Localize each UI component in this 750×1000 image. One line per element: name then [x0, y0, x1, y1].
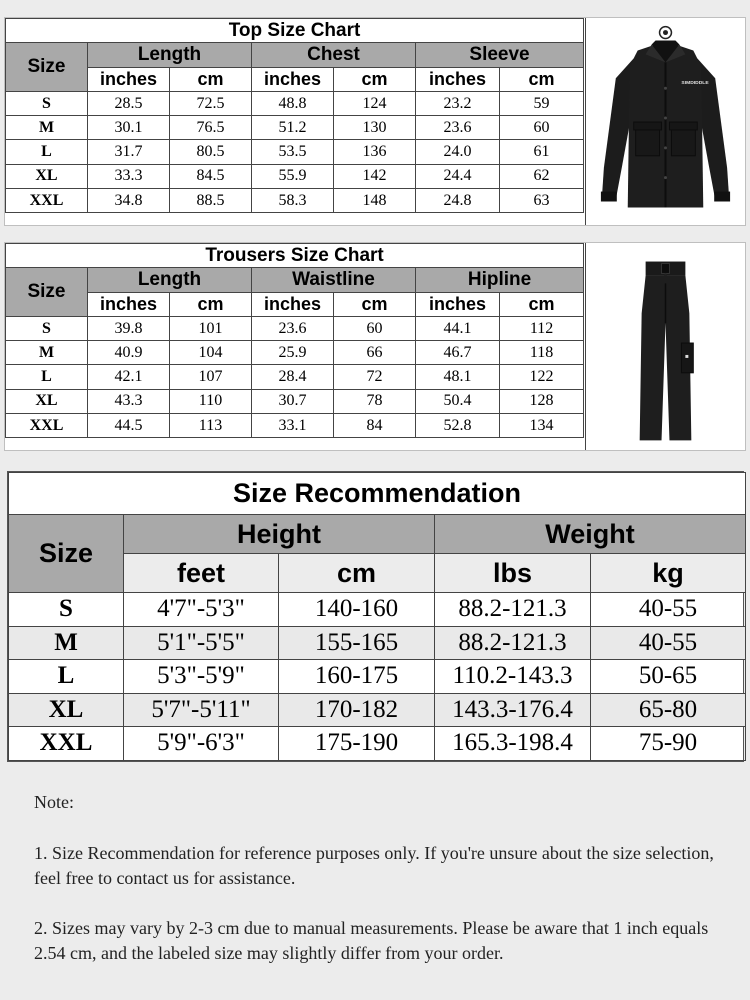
table-cell: 140-160: [279, 593, 435, 627]
table-cell: 40-55: [591, 626, 746, 660]
table-cell: 25.9: [252, 341, 334, 365]
table-cell: 142: [334, 164, 416, 188]
table-row: [6, 341, 584, 365]
table-cell: 28.4: [252, 365, 334, 389]
note-item: 1. Size Recommendation for reference purposes only. If you're unsure about the size selection, feel free to contact us for assistance.: [34, 843, 714, 888]
size-header: Size: [6, 43, 88, 92]
table-cell: 5'7"-5'11": [124, 693, 279, 727]
shirt-print-text: SIMDIDDLE: [681, 81, 709, 87]
black-cargo-trousers-icon: [586, 243, 745, 450]
table-cell: 72: [334, 365, 416, 389]
table-cell: 40.9: [88, 341, 170, 365]
table-cell: 170-182: [279, 693, 435, 727]
group-header-chest: Chest: [252, 43, 416, 67]
top-size-table: [5, 18, 584, 213]
table-cell: 62: [500, 164, 584, 188]
table-cell: 46.7: [416, 341, 500, 365]
table-cell: 160-175: [279, 660, 435, 694]
size-recommendation-panel: [7, 471, 744, 762]
table-cell: 23.6: [416, 116, 500, 140]
unit-header: feet: [124, 554, 279, 593]
table-cell: 44.5: [88, 414, 170, 438]
table-cell: 78: [334, 389, 416, 413]
group-header-waistline: Waistline: [252, 268, 416, 292]
table-cell: 65-80: [591, 693, 746, 727]
table-cell: 28.5: [88, 91, 170, 115]
group-header-length: Length: [88, 43, 252, 67]
unit-header: inches: [252, 292, 334, 316]
table-cell: 51.2: [252, 116, 334, 140]
size-label: S: [6, 316, 88, 340]
unit-header: cm: [170, 67, 252, 91]
size-label: L: [6, 365, 88, 389]
trousers-size-table: [5, 243, 584, 438]
table-row: [6, 164, 584, 188]
table-cell: 24.8: [416, 189, 500, 213]
group-header-height: Height: [124, 515, 435, 554]
table-cell: 60: [500, 116, 584, 140]
unit-header: cm: [334, 67, 416, 91]
trousers-size-chart-panel: [4, 242, 746, 451]
table-cell: 63: [500, 189, 584, 213]
table-row: [6, 316, 584, 340]
table-cell: 24.0: [416, 140, 500, 164]
size-label: L: [9, 660, 124, 694]
table-cell: 148: [334, 189, 416, 213]
table-cell: 5'3"-5'9": [124, 660, 279, 694]
top-chart-rows: [6, 91, 584, 212]
table-cell: 55.9: [252, 164, 334, 188]
table-cell: 48.8: [252, 91, 334, 115]
unit-header: inches: [88, 292, 170, 316]
note-item: 2. Sizes may vary by 2-3 cm due to manual measurements. Please be aware that 1 inch equals 2.54 cm, and the labeled size may slightly differ from your order.: [34, 918, 709, 963]
table-cell: 59: [500, 91, 584, 115]
table-cell: 4'7"-5'3": [124, 593, 279, 627]
size-header: Size: [6, 268, 88, 317]
size-label: M: [9, 626, 124, 660]
table-cell: 130: [334, 116, 416, 140]
table-cell: 33.1: [252, 414, 334, 438]
trousers-photo: [585, 243, 745, 450]
table-cell: 34.8: [88, 189, 170, 213]
group-header-length: Length: [88, 268, 252, 292]
table-cell: 43.3: [88, 389, 170, 413]
unit-header: inches: [88, 67, 170, 91]
unit-header: kg: [591, 554, 746, 593]
unit-header: cm: [500, 292, 584, 316]
table-cell: 88.2-121.3: [435, 626, 591, 660]
size-label: M: [6, 116, 88, 140]
table-cell: 124: [334, 91, 416, 115]
table-cell: 66: [334, 341, 416, 365]
top-chart-title: Top Size Chart: [6, 19, 584, 43]
table-cell: 50.4: [416, 389, 500, 413]
table-cell: 76.5: [170, 116, 252, 140]
table-cell: 61: [500, 140, 584, 164]
trousers-chart-rows: [6, 316, 584, 437]
size-label: S: [6, 91, 88, 115]
size-header: Size: [9, 515, 124, 593]
table-cell: 175-190: [279, 727, 435, 761]
table-cell: 5'1"-5'5": [124, 626, 279, 660]
size-label: XL: [6, 164, 88, 188]
table-cell: 33.3: [88, 164, 170, 188]
table-row: [9, 727, 746, 761]
size-label: M: [6, 341, 88, 365]
size-label: XL: [9, 693, 124, 727]
table-cell: 165.3-198.4: [435, 727, 591, 761]
size-label: XL: [6, 389, 88, 413]
table-cell: 40-55: [591, 593, 746, 627]
table-cell: 39.8: [88, 316, 170, 340]
unit-header: cm: [500, 67, 584, 91]
table-cell: 122: [500, 365, 584, 389]
table-cell: 50-65: [591, 660, 746, 694]
size-label: L: [6, 140, 88, 164]
table-row: [9, 626, 746, 660]
unit-header: inches: [416, 67, 500, 91]
table-cell: 134: [500, 414, 584, 438]
table-row: [9, 693, 746, 727]
table-row: [6, 91, 584, 115]
unit-header: lbs: [435, 554, 591, 593]
table-row: [6, 389, 584, 413]
group-header-hipline: Hipline: [416, 268, 584, 292]
table-row: [9, 660, 746, 694]
table-cell: 31.7: [88, 140, 170, 164]
table-cell: 44.1: [416, 316, 500, 340]
table-row: [9, 593, 746, 627]
black-shirt-jacket-icon: [586, 18, 745, 225]
table-cell: 42.1: [88, 365, 170, 389]
table-cell: 101: [170, 316, 252, 340]
unit-header: cm: [334, 292, 416, 316]
table-cell: 23.2: [416, 91, 500, 115]
table-cell: 155-165: [279, 626, 435, 660]
table-cell: 53.5: [252, 140, 334, 164]
recommendation-rows: [9, 593, 746, 761]
table-cell: 24.4: [416, 164, 500, 188]
unit-header: cm: [170, 292, 252, 316]
size-label: XXL: [6, 414, 88, 438]
table-cell: 48.1: [416, 365, 500, 389]
table-cell: 110.2-143.3: [435, 660, 591, 694]
unit-header: inches: [416, 292, 500, 316]
table-row: [6, 365, 584, 389]
unit-header: inches: [252, 67, 334, 91]
table-cell: 52.8: [416, 414, 500, 438]
table-cell: 118: [500, 341, 584, 365]
table-cell: 72.5: [170, 91, 252, 115]
table-cell: 60: [334, 316, 416, 340]
top-size-chart-panel: [4, 17, 746, 226]
table-cell: 30.7: [252, 389, 334, 413]
table-cell: 110: [170, 389, 252, 413]
size-label: XXL: [6, 189, 88, 213]
group-header-sleeve: Sleeve: [416, 43, 584, 67]
size-label: XXL: [9, 727, 124, 761]
table-cell: 88.5: [170, 189, 252, 213]
table-cell: 104: [170, 341, 252, 365]
table-row: [6, 116, 584, 140]
table-cell: 58.3: [252, 189, 334, 213]
table-cell: 107: [170, 365, 252, 389]
table-cell: 5'9"-6'3": [124, 727, 279, 761]
table-cell: 23.6: [252, 316, 334, 340]
table-cell: 112: [500, 316, 584, 340]
table-cell: 30.1: [88, 116, 170, 140]
table-cell: 128: [500, 389, 584, 413]
group-header-weight: Weight: [435, 515, 746, 554]
table-cell: 75-90: [591, 727, 746, 761]
notes-section: [34, 790, 734, 966]
shirt-photo: [585, 18, 745, 225]
size-label: S: [9, 593, 124, 627]
table-cell: 80.5: [170, 140, 252, 164]
table-cell: 88.2-121.3: [435, 593, 591, 627]
table-row: [6, 414, 584, 438]
table-cell: 143.3-176.4: [435, 693, 591, 727]
table-cell: 113: [170, 414, 252, 438]
table-cell: 84: [334, 414, 416, 438]
table-cell: 136: [334, 140, 416, 164]
trousers-chart-title: Trousers Size Chart: [6, 244, 584, 268]
size-recommendation-table: [8, 472, 746, 761]
table-row: [6, 189, 584, 213]
table-row: [6, 140, 584, 164]
table-cell: 84.5: [170, 164, 252, 188]
recommendation-title: Size Recommendation: [9, 473, 746, 515]
unit-header: cm: [279, 554, 435, 593]
notes-heading: Note:: [34, 792, 74, 812]
